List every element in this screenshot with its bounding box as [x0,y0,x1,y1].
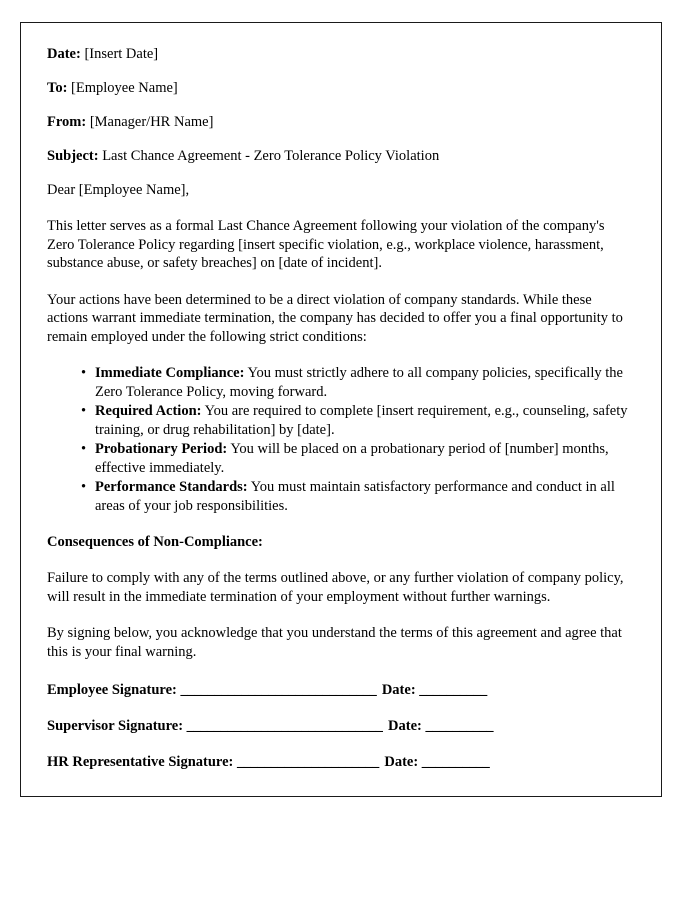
condition-term: Probationary Period: [95,441,228,457]
list-item [81,364,631,401]
intro-paragraph: This letter serves as a formal Last Chance Agreement following your violation of the company's Zero Tolerance Policy regarding [insert specific violation, e.g., workplace violence, harassment, substance abuse, or safety breaches] on [date of incident]. [47,218,605,271]
signature-label-employee: Employee Signature: [47,682,177,698]
conditions-list [47,364,631,515]
signature-rule-employee[interactable]: _____________________________ [180,682,377,698]
meta-value-from: [Manager/HR Name] [89,114,214,130]
signature-block [47,681,631,771]
date-rule-hr[interactable]: __________ [421,754,490,770]
signature-label-supervisor: Supervisor Signature: [47,718,184,734]
signature-label-hr: HR Representative Signature: [47,754,234,770]
list-item [81,478,631,515]
meta-label-to: To: [47,80,68,96]
condition-term: Performance Standards: [95,479,248,495]
condition-term: Immediate Compliance: [95,365,245,381]
closing-paragraph: By signing below, you acknowledge that you understand the terms of this agreement and agree that this is your final warning. [47,625,622,660]
meta-line-from [47,113,631,131]
meta-value-date: [Insert Date] [84,46,159,62]
signature-rule-hr[interactable]: _____________________ [236,754,379,770]
meta-line-subject [47,147,631,165]
condition-text: You must maintain satisfactory performance and conduct in all areas of your job responsibilities. [95,479,615,514]
condition-text: You are required to complete [insert requirement, e.g., counseling, safety training, or drug rehabilitation] by [date]. [95,403,628,438]
signature-row-supervisor [47,717,631,735]
salutation: Dear [Employee Name], [47,182,190,198]
date-rule-supervisor[interactable]: __________ [425,718,493,734]
signature-row-hr [47,753,631,771]
document-body [47,45,631,789]
date-label-hr: Date: [384,754,419,770]
second-paragraph: Your actions have been determined to be a direct violation of company standards. While these actions warrant immediate termination, the company has decided to offer you a final opportunity to remain employed under the following strict conditions: [47,291,623,345]
meta-line-to [47,79,631,97]
date-label-employee: Date: [381,682,416,698]
signature-rule-supervisor[interactable]: _____________________________ [186,718,383,734]
signature-row-employee [47,681,631,699]
date-label-supervisor: Date: [388,718,422,734]
meta-label-subject: Subject: [47,148,99,164]
meta-line-date [47,45,631,63]
list-item [81,402,631,439]
meta-label-date: Date: [47,46,81,62]
document-page [20,22,662,797]
condition-term: Required Action: [95,403,202,419]
condition-text: You must strictly adhere to all company policies, specifically the Zero Tolerance Policy, moving forward. [95,365,623,400]
condition-text: You will be placed on a probationary period of [number] months, effective immediately. [95,441,609,476]
meta-value-subject: Last Chance Agreement - Zero Tolerance Policy Violation [102,148,440,164]
date-rule-employee[interactable]: __________ [419,682,487,698]
consequences-heading: Consequences of Non-Compliance: [47,534,263,550]
meta-label-from: From: [47,114,87,130]
list-item [81,440,631,477]
consequences-paragraph: Failure to comply with any of the terms outlined above, or any further violation of company policy, will result in the immediate termination of your employment without further warnings. [47,570,624,605]
meta-value-to: [Employee Name] [71,80,178,96]
